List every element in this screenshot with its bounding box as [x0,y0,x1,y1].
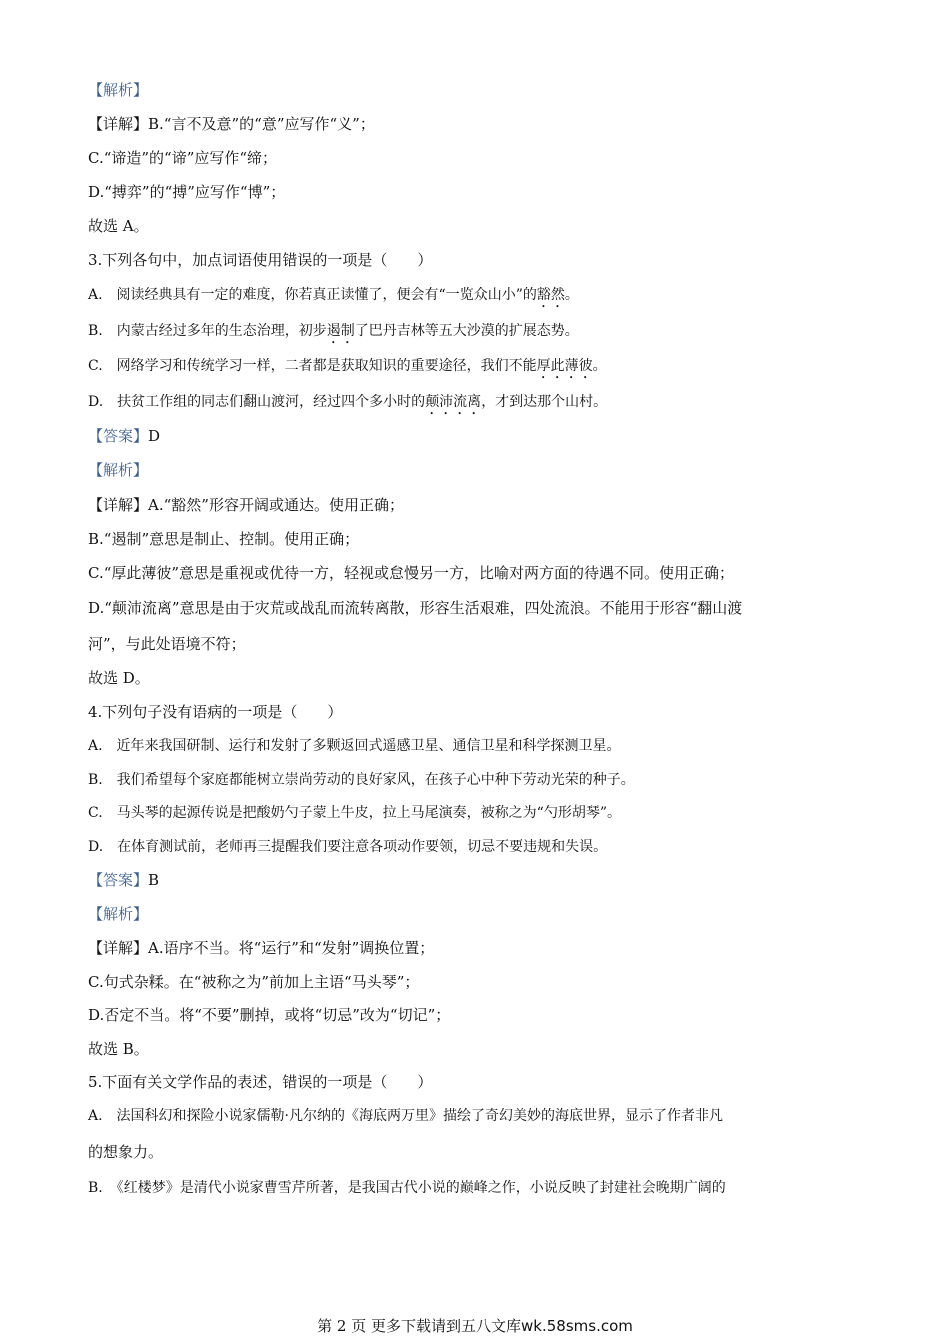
dotted-word: 遏制 [326,323,355,339]
dotted-word: 厚此薄彼 [536,358,593,374]
q3-option-a: A. 阅读经典具有一定的难度，你若真正读懂了，便会有“一览众山小”的豁然。 [88,287,579,303]
q4-detail-c: C.句式杂糅。在“被称之为”前加上主语“马头琴”； [88,973,420,991]
q2-detail-d: D.“搏弈”的“搏”应写作“博”； [88,183,286,201]
detail-bracket: 【详解】 [88,115,149,133]
q5-option-a-line1: A. 法国科幻和探险小说家儒勒·凡尔纳的《海底两万里》描绘了奇幻美妙的海底世界，显示了作者非凡 [88,1108,724,1124]
q3-stem: 3.下列各句中，加点词语使用错误的一项是（ ） [88,251,433,269]
dotted-word: 豁然 [536,287,565,303]
q4-option-c: C. 马头琴的起源传说是把酸奶勺子蒙上牛皮，拉上马尾演奏，被称之为“勺形胡琴”。 [88,805,621,821]
q3-option-b: B. 内蒙古经过多年的生态治理，初步遏制了巴丹吉林等五大沙漠的扩展态势。 [88,323,579,339]
q2-analysis-heading: 【解析】 [88,81,149,99]
dotted-word: 颠沛流离 [425,394,482,410]
q4-stem: 4.下列句子没有语病的一项是（ ） [88,703,343,721]
q3-analysis-heading: 【解析】 [88,461,149,479]
q4-analysis-heading: 【解析】 [88,905,149,923]
q3-detail-d-line1: D.“颠沛流离”意思是由于灾荒或战乱而流转离散，形容生活艰难，四处流浪。不能用于形容“翻山渡 [88,599,743,617]
q4-option-d: D. 在体育测试前，老师再三提醒我们要注意各项动作要领，切忌不要违规和失误。 [88,839,608,855]
q3-detail-b: B.“遏制”意思是制止、控制。使用正确； [88,530,360,548]
q4-answer: 【答案】B [88,871,160,889]
q4-conclusion: 故选 B。 [88,1040,149,1058]
q2-detail-c: C.“谛造”的“谛”应写作“缔； [88,149,278,167]
q3-detail-a: 【详解】A.“豁然”形容开阔或通达。使用正确； [88,496,404,514]
q4-detail-d: D.否定不当。将“不要”删掉，或将“切忌”改为“切记”； [88,1006,451,1024]
footer-url[interactable]: wk.58sms.com [521,1317,633,1335]
q2-conclusion: 故选 A。 [88,217,149,235]
q5-option-a-line2: 的想象力。 [88,1143,164,1161]
q3-option-c: C. 网络学习和传统学习一样，二者都是获取知识的重要途径，我们不能厚此薄彼。 [88,358,607,374]
q3-detail-c: C.“厚此薄彼”意思是重视或优待一方，轻视或怠慢另一方，比喻对两方面的待遇不同。使用正确； [88,564,735,582]
q3-option-d: D. 扶贫工作组的同志们翻山渡河，经过四个多小时的颠沛流离，才到达那个山村。 [88,394,608,410]
q2-detail-b: 【详解】B.“言不及意”的“意”应写作“义”； [88,115,375,133]
q5-stem: 5.下面有关文学作品的表述，错误的一项是（ ） [88,1073,433,1091]
page-number: 第 2 页 [317,1317,367,1335]
q4-option-a: A. 近年来我国研制、运行和发射了多颗返回式遥感卫星、通信卫星和科学探测卫星。 [88,738,621,754]
q3-answer: 【答案】D [88,427,161,445]
q3-conclusion: 故选 D。 [88,669,150,687]
q5-option-b-line1: B. 《红楼梦》是清代小说家曹雪芹所著，是我国古代小说的巅峰之作，小说反映了封建社会晚期广阔的 [88,1180,726,1196]
q4-option-b: B. 我们希望每个家庭都能树立崇尚劳动的良好家风，在孩子心中种下劳动光荣的种子。 [88,772,635,788]
q4-detail-a: 【详解】A.语序不当。将“运行”和“发射”调换位置； [88,939,435,957]
q3-detail-d-line2: 河”，与此处语境不符； [88,635,246,653]
footer-promo: 更多下载请到五八文库 [371,1317,522,1335]
page-footer [0,1316,950,1336]
